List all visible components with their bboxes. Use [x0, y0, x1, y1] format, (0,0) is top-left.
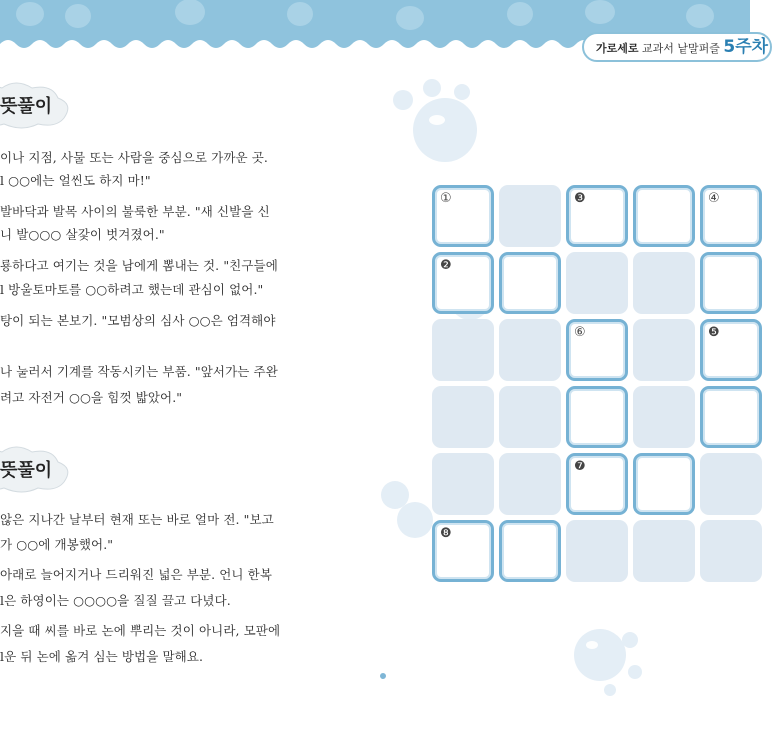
- clue-line: 가 ○○에 개봉했어.": [0, 537, 114, 552]
- tag-week: 5주차: [723, 37, 769, 57]
- grid-cell-input[interactable]: [700, 252, 762, 314]
- down-heading-text: 뜻풀이: [0, 460, 53, 481]
- grid-cell-input[interactable]: [633, 185, 695, 247]
- clue-line: 지을 때 씨를 바로 논에 뿌리는 것이 아니라, 모판에: [0, 623, 281, 638]
- clue-line: 발바닥과 발목 사이의 불룩한 부분. "새 신발을 신: [0, 204, 270, 219]
- grid-cell-input[interactable]: [700, 319, 762, 381]
- clue-line: 니 발○○○ 살갗이 벗겨졌어.": [0, 227, 165, 242]
- grid-cell-blank: [432, 319, 494, 381]
- clue-line: 이나 지점, 사물 또는 사람을 중심으로 가까운 곳.: [0, 150, 268, 165]
- grid-cell-input[interactable]: [566, 319, 628, 381]
- grid-cell-input[interactable]: [633, 453, 695, 515]
- clue-line: l운 뒤 논에 옮겨 심는 방법을 말해요.: [0, 649, 204, 664]
- clue-number: ⑥: [574, 325, 586, 340]
- grid-cell-blank: [633, 319, 695, 381]
- grid-cell-blank: [499, 319, 561, 381]
- grid-cell-blank: [633, 386, 695, 448]
- clue-number: ④: [708, 191, 720, 206]
- clue-line: l은 하영이는 ○○○○을 질질 끌고 다녔다.: [0, 593, 231, 608]
- clue-line: 탕이 되는 본보기. "모범상의 심사 ○○은 엄격해야: [0, 313, 276, 328]
- grid-cell-input[interactable]: [432, 520, 494, 582]
- grid-cell-blank: [432, 386, 494, 448]
- clue-line: 룡하다고 여기는 것을 남에게 뽐내는 것. "친구들에: [0, 258, 278, 273]
- tag-bold: 가로세로: [596, 42, 639, 55]
- clue-line: 아래로 늘어지거나 드리워진 넓은 부분. 언니 한복: [0, 567, 273, 582]
- clue-number: ❷: [440, 258, 452, 273]
- grid-cell-blank: [700, 520, 762, 582]
- grid-cell-blank: [499, 386, 561, 448]
- grid-cell-input[interactable]: [700, 185, 762, 247]
- grid-cell-input[interactable]: [499, 252, 561, 314]
- clue-line: 않은 지나간 날부터 현재 또는 바로 얼마 전. "보고: [0, 512, 274, 527]
- grid-cell-input[interactable]: [700, 386, 762, 448]
- grid-cell-input[interactable]: [432, 252, 494, 314]
- clue-number: ❸: [574, 191, 586, 206]
- clue-number: ❼: [574, 459, 586, 474]
- clue-line: l ○○에는 얼씬도 하지 마!": [0, 173, 151, 188]
- grid-cell-input[interactable]: [432, 185, 494, 247]
- clue-line: 나 눌러서 기계를 작동시키는 부품. "앞서가는 주완: [0, 364, 278, 379]
- grid-cell-input[interactable]: [566, 386, 628, 448]
- tag-rest: 교과서 낱말퍼즐: [638, 42, 724, 55]
- grid-cell-input[interactable]: [566, 185, 628, 247]
- clue-line: 려고 자전거 ○○을 힘껏 밟았어.": [0, 390, 183, 405]
- across-heading: [0, 80, 78, 130]
- across-heading-text: 뜻풀이: [0, 96, 53, 117]
- grid-cell-blank: [700, 453, 762, 515]
- clue-number: ❺: [708, 325, 720, 340]
- grid-cell-blank: [566, 252, 628, 314]
- grid-cell-blank: [499, 185, 561, 247]
- grid-cell-blank: [499, 453, 561, 515]
- clue-line: l 방울토마토를 ○○하려고 했는데 관심이 없어.": [0, 282, 264, 297]
- grid-cell-blank: [633, 520, 695, 582]
- grid-cell-input[interactable]: [499, 520, 561, 582]
- grid-cell-blank: [633, 252, 695, 314]
- down-heading: [0, 444, 78, 494]
- grid-cell-blank: [432, 453, 494, 515]
- grid-cell-blank: [566, 520, 628, 582]
- page-dot: [380, 673, 386, 679]
- grid-cell-input[interactable]: [566, 453, 628, 515]
- clue-number: ①: [440, 191, 452, 206]
- clue-number: ❽: [440, 526, 452, 541]
